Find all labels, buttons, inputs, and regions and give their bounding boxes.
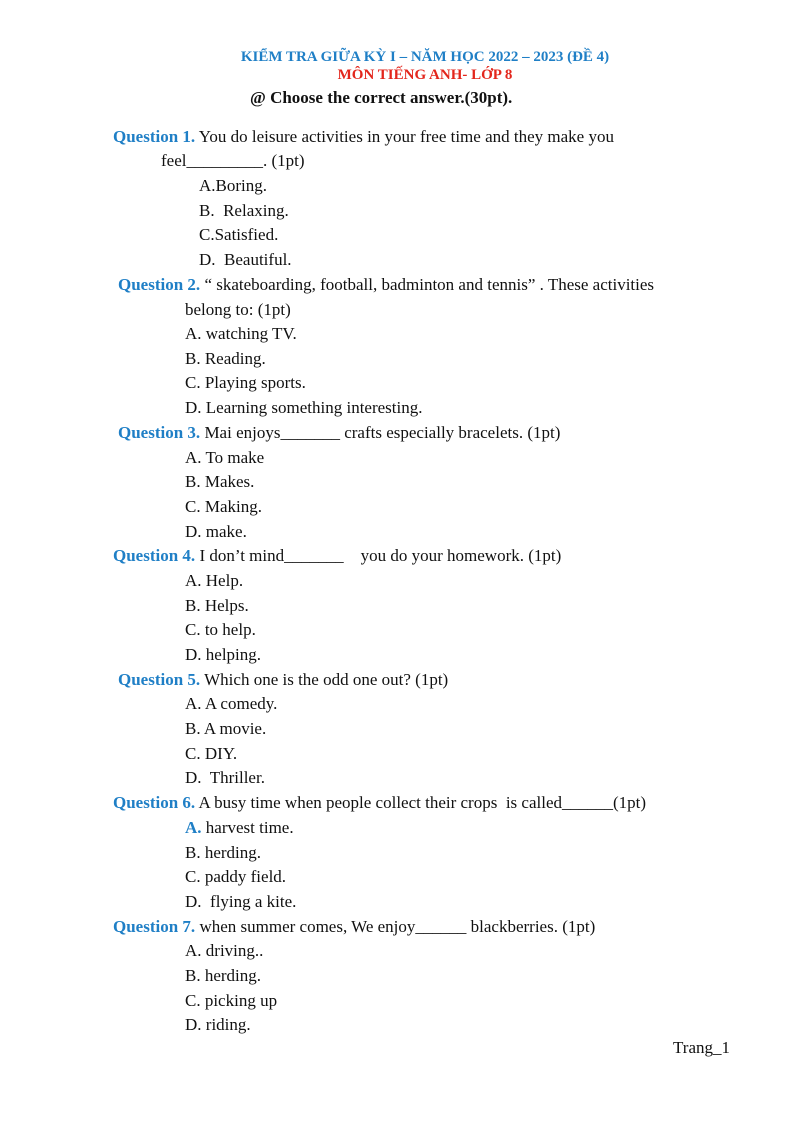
question-1 [113,126,614,148]
option-d: D. make. [185,522,247,541]
question-2 [118,274,654,296]
option-c: C. Making. [185,497,262,516]
question-label: Question 1. [113,127,196,146]
question-7 [113,916,595,938]
question-text: “ skateboarding, football, badminton and tennis” . These activities [200,275,655,294]
option-a: A. A comedy. [185,694,278,713]
question-text-cont: belong to: (1pt) [185,300,291,319]
question-text: Which one is the odd one out? (1pt) [200,670,449,689]
option-c: C. Playing sports. [185,373,306,392]
option-a-letter: A. [185,818,202,837]
page-number: Trang_1 [673,1038,730,1057]
option-c: C. to help. [185,620,256,639]
option-b: B. herding. [185,966,262,985]
question-text: Mai enjoys_______ crafts especially bracelets. (1pt) [200,423,561,442]
option-c: C. picking up [185,991,278,1010]
option-a-text: harvest time. [201,818,294,837]
option-b: B. Makes. [185,472,255,491]
option-b: B. A movie. [185,719,267,738]
question-text: You do leisure activities in your free time and they make you [195,127,614,146]
option-d: D. Thriller. [185,768,265,787]
option-a: A.Boring. [199,176,267,195]
option-c: C. paddy field. [185,867,287,886]
question-label: Question 3. [118,423,201,442]
question-3 [118,422,560,444]
option-c: C.Satisfied. [199,225,279,244]
option-b: B. Relaxing. [199,201,289,220]
question-6 [113,792,646,814]
question-5 [118,669,448,691]
option-d: D. Beautiful. [199,250,292,269]
question-text: when summer comes, We enjoy______ blackberries. (1pt) [195,917,596,936]
option-c: C. DIY. [185,744,238,763]
question-label: Question 7. [113,917,196,936]
question-label: Question 5. [118,670,201,689]
question-label: Question 4. [113,546,196,565]
option-a: A. Help. [185,571,244,590]
instruction: @ Choose the correct answer.(30pt). [250,88,513,107]
option-d: D. riding. [185,1015,251,1034]
option-d: D. Learning something interesting. [185,398,423,417]
exam-title: KIỂM TRA GIỮA KỲ I – NĂM HỌC 2022 – 2023 (ĐỀ 4) [240,49,610,65]
option-b: B. Helps. [185,596,249,615]
question-label: Question 6. [113,793,196,812]
option-d: D. flying a kite. [185,892,297,911]
option-b: B. Reading. [185,349,266,368]
exam-subtitle: MÔN TIẾNG ANH- LỚP 8 [337,67,513,83]
question-4 [113,545,561,567]
question-text: A busy time when people collect their crops is called______(1pt) [195,793,647,812]
option-a: A. To make [185,448,265,467]
question-label: Question 2. [118,275,201,294]
question-text: I don’t mind_______ you do your homework. (1pt) [195,546,562,565]
option-d: D. helping. [185,645,262,664]
option-a [185,817,294,839]
question-text-cont: feel_________. (1pt) [161,151,305,170]
option-b: B. herding. [185,843,262,862]
option-a: A. watching TV. [185,324,297,343]
option-a: A. driving.. [185,941,264,960]
